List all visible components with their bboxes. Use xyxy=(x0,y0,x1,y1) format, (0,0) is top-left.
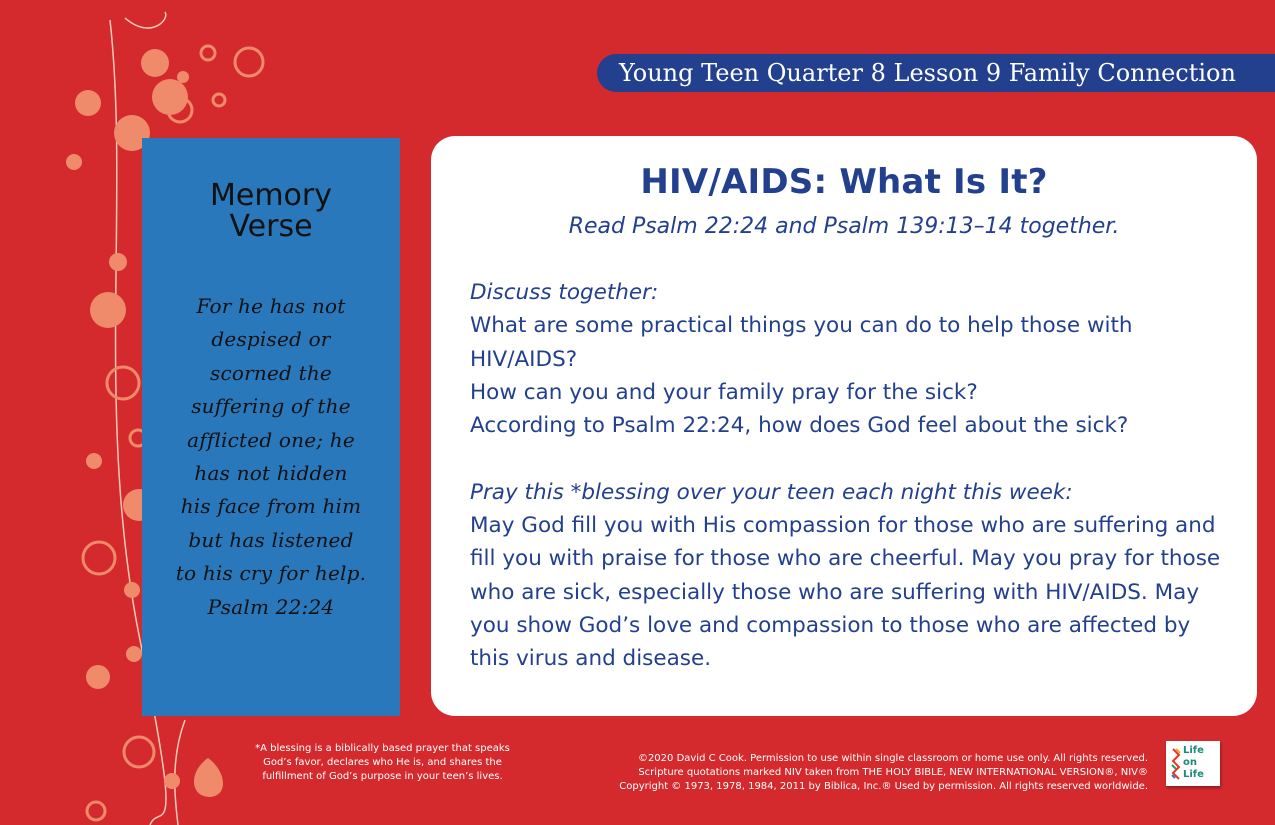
lesson-body xyxy=(470,276,1230,676)
verse-line: despised or xyxy=(211,327,331,352)
discuss-heading: Discuss together: xyxy=(470,280,659,305)
logo-line: on xyxy=(1183,757,1197,768)
lesson-content-card xyxy=(431,136,1257,716)
verse-line: his face from him xyxy=(180,494,362,519)
logo-text xyxy=(1183,745,1204,781)
logo-stripes-icon xyxy=(1171,747,1181,781)
copyright-line: ©2020 David C Cook. Permission to use within single classroom or home use only. All rights reserved. xyxy=(637,753,1148,764)
verse-line: to his cry for help. xyxy=(175,561,367,586)
memory-verse-card xyxy=(142,138,400,716)
footnote-line: *A blessing is a biblically based prayer that speaks xyxy=(255,743,510,754)
lesson-banner xyxy=(597,54,1275,92)
life-on-life-logo xyxy=(1166,741,1220,786)
verse-line: has not hidden xyxy=(194,461,348,486)
memory-verse-text xyxy=(160,290,382,624)
footnote-line: fulfillment of God’s purpose in your teen’s lives. xyxy=(262,771,503,782)
verse-line: For he has not xyxy=(196,294,346,318)
memory-title-line1: Memory xyxy=(209,178,332,213)
memory-verse-title xyxy=(142,180,400,242)
blessing-footnote xyxy=(250,742,515,784)
discussion-question: According to Psalm 22:24, how does God feel about the sick? xyxy=(470,413,1129,439)
copyright-line: Copyright © 1973, 1978, 1984, 2011 by Biblica, Inc.® Used by permission. All rights reserved worldwide. xyxy=(619,781,1148,792)
copyright-notice xyxy=(560,752,1148,794)
discussion-question: What are some practical things you can do to help those with HIV/AIDS? xyxy=(470,313,1133,372)
lesson-subtitle: Read Psalm 22:24 and Psalm 139:13–14 together. xyxy=(568,214,1120,239)
verse-line: afflicted one; he xyxy=(187,427,355,452)
verse-line: but has listened xyxy=(188,527,354,552)
verse-line: scorned the xyxy=(210,360,332,385)
verse-line: suffering of the xyxy=(191,394,351,419)
discussion-question: How can you and your family pray for the sick? xyxy=(470,379,978,405)
memory-title-line2: Verse xyxy=(229,209,313,244)
blessing-text: May God fill you with His compassion for those who are suffering and fill you with praise for those who are cheerful. May you pray for those who are sick, especially those who are suffering with HIV/AIDS. May you show God’s love and compassion to those who are affected by this virus and disease. xyxy=(470,513,1221,672)
lesson-title: HIV/AIDS: What Is It? xyxy=(640,162,1048,202)
copyright-line: Scripture quotations marked NIV taken from THE HOLY BIBLE, NEW INTERNATIONAL VERSION®, NIV® xyxy=(638,767,1148,778)
logo-line: Life xyxy=(1183,769,1204,780)
banner-title: Young Teen Quarter 8 Lesson 9 Family Connection xyxy=(619,59,1236,87)
logo-line: Life xyxy=(1183,745,1204,756)
footnote-line: God’s favor, declares who He is, and shares the xyxy=(263,757,502,768)
verse-reference: Psalm 22:24 xyxy=(207,594,335,619)
pray-heading: Pray this *blessing over your teen each night this week: xyxy=(470,479,1073,505)
